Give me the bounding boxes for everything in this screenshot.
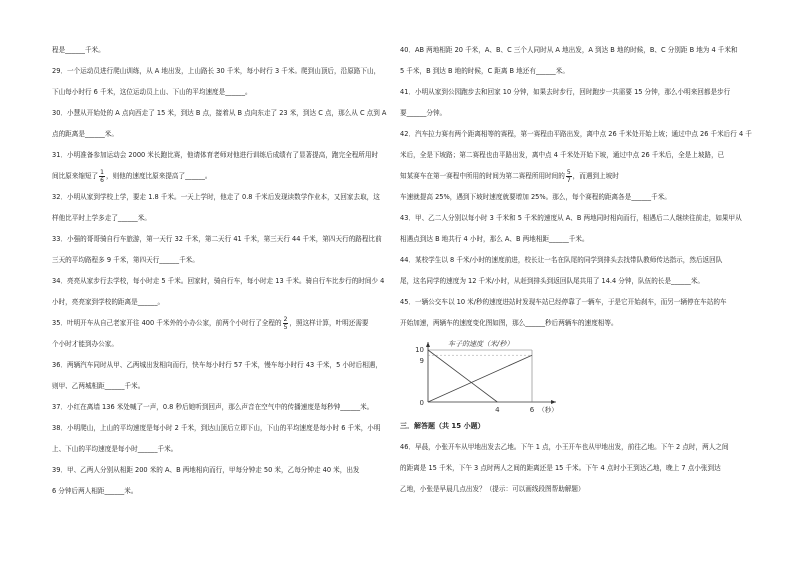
chart-title: 车子的速度（米/秒） [448, 340, 514, 348]
q42-frac-denominator: 7 [566, 176, 571, 184]
q35-line1 [52, 313, 404, 334]
q33-line2: 三天的平均路程多 9 千米，第四天行______千米。 [52, 256, 199, 264]
q45-line2: 开始加速，两辆车的速度变化图如图，那么______秒后两辆车的速度相等。 [400, 319, 618, 327]
q35-line2: 个小时才能到办公家。 [52, 340, 118, 348]
left-column [52, 40, 404, 502]
q35-frac-numerator: 2 [283, 315, 288, 323]
q42-line3 [400, 166, 752, 187]
y-tick-0: 0 [419, 399, 424, 407]
q40-line2: 5 千米，B 到达 B 地的时候，C 距离 B 地还有______米。 [400, 67, 569, 75]
q28-tail: 程是______千米。 [52, 46, 105, 54]
q44-line2: 尾，这名同学的速度为 12 千米/小时，从赶到排头到返回队尾共用了 14.4 分钟，队伍的长是______米。 [400, 277, 705, 285]
speed-chart [400, 336, 752, 414]
q31-tail: ，则他的速度比原来提高了______。 [105, 172, 212, 180]
y-tick-9: 9 [419, 357, 424, 366]
q35-frac-denominator: 5 [283, 323, 288, 331]
q42-line2: 米后，全是下坡路；第二赛程也由平路出发，离中点 4 千米处开始下坡，通过中点 26 千米后，全是上坡路，已 [400, 151, 725, 159]
series-line-car-accelerating [428, 355, 532, 402]
q42-mid: ，而遇到上坡时 [572, 172, 619, 180]
q38-line2: 上、下山的平均速度是每小时______千米。 [52, 445, 178, 453]
q43-line1: 43．甲、乙二人分别以每小时 3 千米和 5 千米的速度从 A、B 两地同时相向而行，相遇后二人继续往前走，如果甲从 [400, 214, 742, 222]
x-axis-arrow [551, 400, 556, 404]
q36-line1: 36．两辆汽车同时从甲、乙两城出发相向而行，快车每小时行 57 千米，慢车每小时行 43 千米，5 小时后相遇， [52, 361, 382, 369]
q39-line2: 6 分钟后两人相距______米。 [52, 487, 138, 495]
q45-line1: 45．一辆公交车以 10 米/秒的速度进站时发现车站已经停靠了一辆车，于是它开始刹车，而另一辆停在车站的车 [400, 298, 727, 306]
q32-line2: 样他比平时上学多走了______米。 [52, 214, 151, 222]
q36-line2: 则甲、乙两城相距______千米。 [52, 382, 145, 390]
q32-line1: 32．小明从家到学校上学，要走 1.8 千米。一天上学时，他走了 0.8 千米后发现读数学作业本，又回家去取，这 [52, 193, 380, 201]
q40-line1: 40．AB 两地相距 20 千米，A、B、C 三个人同时从 A 地出发，A 到达 B 地的时候，B、C 分别距 B 地为 4 千米和 [400, 46, 738, 54]
q34-line2: 小时，亮亮家到学校的距离是______。 [52, 298, 165, 306]
q31-frac-numerator: 1 [100, 168, 104, 176]
q41-line2: 要______分钟。 [400, 109, 447, 117]
q35-text: 35．叶明开车从自己老家开往 400 千米外的小办公家，前两个小时行了全程的 [52, 319, 282, 327]
q35-tail: ，照这样计算，叶明还需要 [289, 319, 369, 327]
right-column [400, 40, 752, 500]
q42-line1: 42．汽车拉力赛有两个距离相等的赛程，第一赛程由平路出发，离中点 26 千米处开始上坡；通过中点 26 千米后行 4 千 [400, 130, 752, 138]
q38-line1: 38．小明爬山，上山的平均速度是每小时 2 千米，到达山顶后立即下山，下山的平均速度是每小时 6 千米，小明 [52, 424, 381, 432]
q43-line2: 相遇点到达 B 地共行 4 小时，那么 A、B 两地相距______千米。 [400, 235, 589, 243]
series-line-bus-braking [428, 350, 497, 402]
q34-line1: 34．亮亮从家步行去学校，每小时走 5 千米。回家时，骑自行车，每小时走 13 千米。骑自行车比步行的时间少 4 [52, 277, 385, 285]
q37-line1: 37．小红在离墙 136 米处喊了一声，0.8 秒后她听到回声，那么声音在空气中的传播速度是每秒钟______米。 [52, 403, 374, 411]
q46-line3: 乙地，小张是早晨几点出发？（提示：可以画线段图帮助解题） [400, 485, 585, 493]
q41-line1: 41．小明从家到公园跑步去和回家 10 分钟，如果去时步行，回时跑步一共需要 15 分钟，那么小明来回都是步行 [400, 88, 731, 96]
q35-fraction [283, 316, 289, 331]
x-tick-4: 4 [495, 406, 500, 414]
q30-line1: 30．小慧从开始处的 A 点向西走了 15 米，到达 B 点，接着从 B 点向东走了 23 米，到达 C 点，那么从 C 点到 A [52, 109, 387, 117]
x-axis-label: （秒） [538, 406, 558, 414]
q39-line1: 39．甲、乙两人分别从相距 200 米的 A、B 两地相向而行，甲每分钟走 50 米，乙每分钟走 40 米，出发 [52, 466, 360, 474]
q42-fraction [566, 169, 572, 184]
q31-fraction [99, 169, 105, 184]
q33-line1: 33．小强的哥哥骑自行车旅游，第一天行 32 千米，第二天行 41 千米，第三天行 44 千米，第四天行的路程比前 [52, 235, 382, 243]
x-tick-6: 6 [529, 406, 535, 414]
q42-text: 知某赛车在第一赛程中所用的时间为第二赛程所用时间的 [400, 172, 565, 180]
q31-frac-denominator: 6 [100, 176, 104, 184]
q29-line1: 29．一个运动员进行爬山训练，从 A 地出发，上山路长 30 千米，每小时行 3 千米。爬到山顶后，沿原路下山， [52, 67, 381, 75]
q46-line1: 46．早晨，小张开车从甲地出发去乙地。下午 1 点，小王开车也从甲地出发，前往乙地。下午 2 点时，两人之间 [400, 443, 729, 451]
speed-chart-svg [400, 336, 600, 414]
y-axis-arrow [426, 342, 430, 347]
q31-line2 [52, 166, 404, 187]
section-heading: 三．解答题（共 15 小题） [400, 422, 485, 430]
q42-line4: 车速就提高 25%，遇到下坡时速度就要增加 25%。那么，每个赛程的距离各是______千米。 [400, 193, 671, 201]
q42-frac-numerator: 5 [566, 168, 571, 176]
q31-text: 间比原来缩短了 [52, 172, 99, 180]
q30-line2: 点的距离是______米。 [52, 130, 118, 138]
y-tick-10: 10 [415, 346, 424, 354]
q29-line2: 下山每小时行 6 千米，这位运动员上山、下山的平均速度是______。 [52, 88, 252, 96]
q44-line1: 44．某校学生以 8 千米/小时的速度前进，校长让一名在队尾的同学到排头去找带队教师传达指示，然后返回队 [400, 256, 723, 264]
q46-line2: 的距离是 15 千米，下午 3 点时两人之间的距离还是 15 千米。下午 4 点时小王到达乙地，晚上 7 点小张到达 [400, 464, 721, 472]
q31-line1: 31．小明准备参加运动会 2000 米长跑比赛，他请体育老师对他进行训练后成绩有了显著提高，跑完全程所用时 [52, 151, 379, 159]
